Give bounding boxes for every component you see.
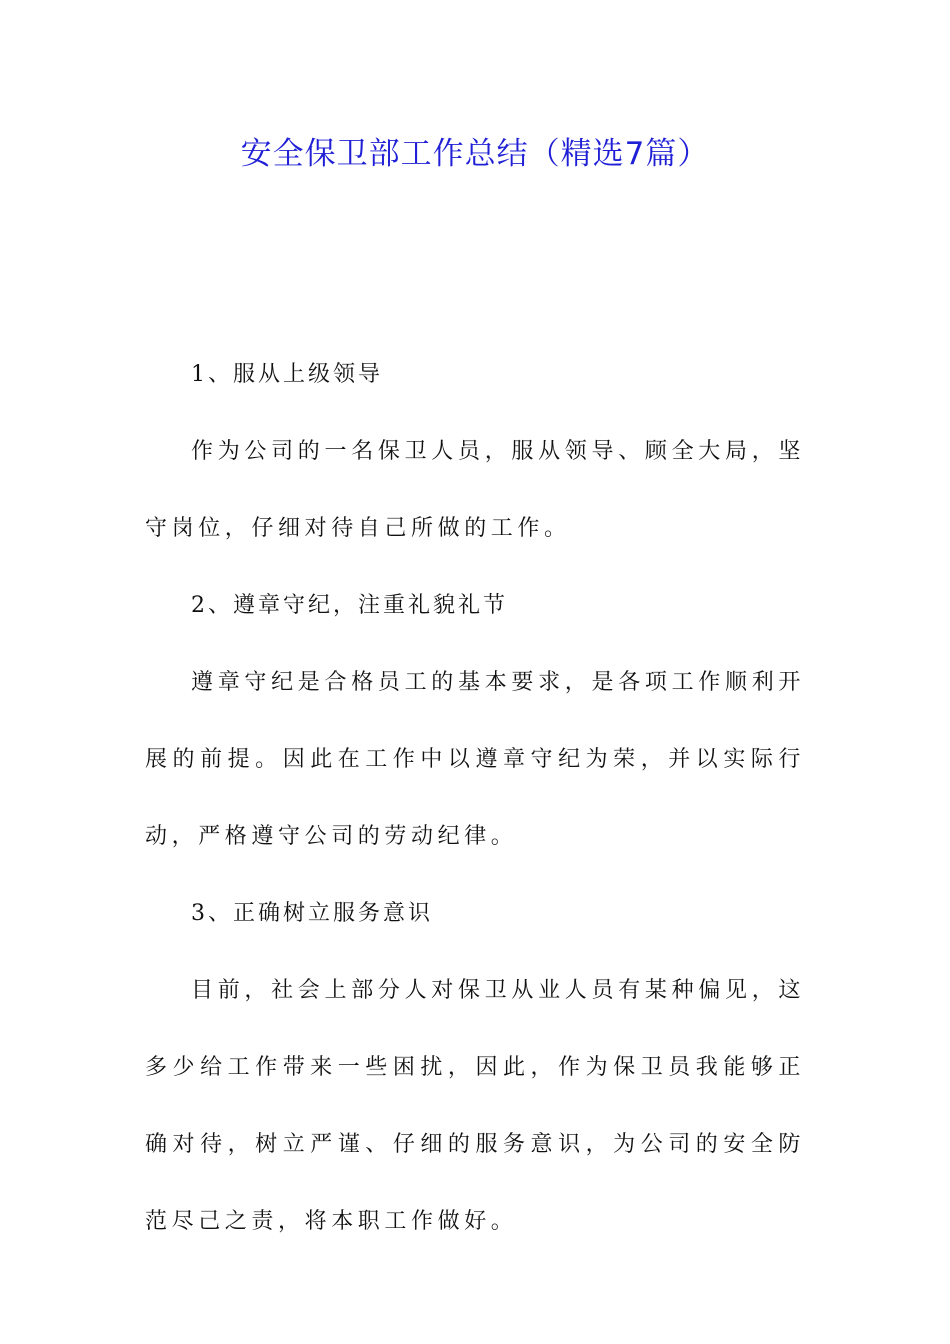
document-title: 安全保卫部工作总结（精选7篇） [240,136,710,172]
section-heading-1: 1、服从上级领导 [191,362,383,387]
section-paragraph-2: 遵章守纪是合格员工的基本要求，是各项工作顺利开展的前提。因此在工作中以遵章守纪为荣，并以实际行动，严格遵守公司的劳动纪律。 [145,670,805,849]
section-paragraph-3: 目前，社会上部分人对保卫从业人员有某种偏见，这多少给工作带来一些困扰，因此，作为保卫员我能够正确对待，树立严谨、仔细的服务意识，为公司的安全防范尽己之责，将本职工作做好。 [145,978,805,1234]
section-heading-3: 3、正确树立服务意识 [191,901,433,926]
document-body [145,336,805,1260]
section-heading-2: 2、遵章守纪，注重礼貌礼节 [191,593,508,618]
section-paragraph-1: 作为公司的一名保卫人员，服从领导、顾全大局，坚守岗位，仔细对待自己所做的工作。 [145,439,805,541]
